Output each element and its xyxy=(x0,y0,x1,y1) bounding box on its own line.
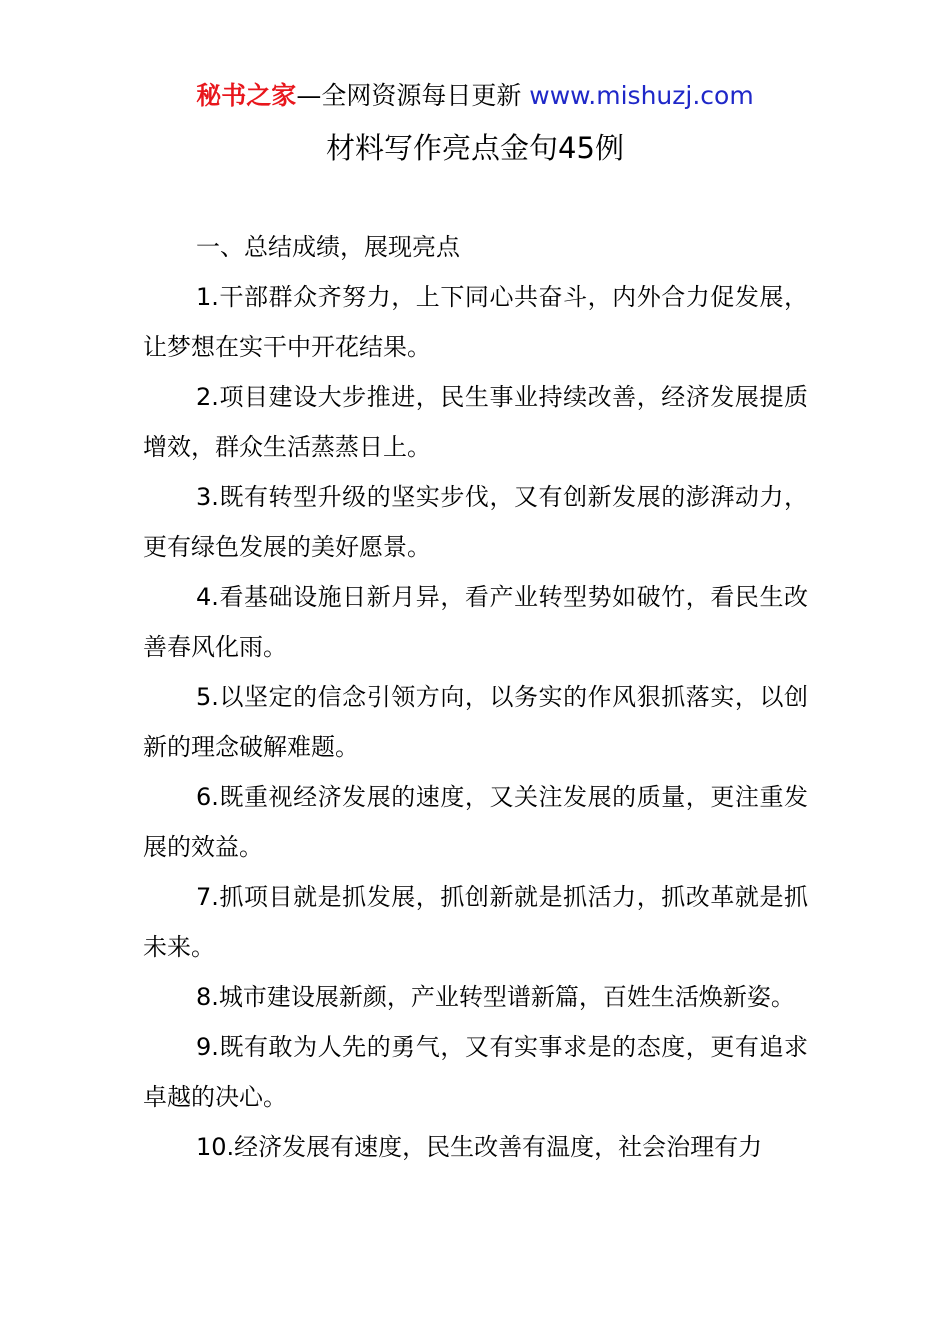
list-item: 6.既重视经济发展的速度，又关注发展的质量，更注重发展的效益。 xyxy=(143,783,808,861)
list-item: 7.抓项目就是抓发展，抓创新就是抓活力，抓改革就是抓未来。 xyxy=(143,883,808,961)
list-item: 3.既有转型升级的坚实步伐，又有创新发展的澎湃动力，更有绿色发展的美好愿景。 xyxy=(143,483,808,561)
list-item: 1.干部群众齐努力，上下同心共奋斗，内外合力促发展，让梦想在实干中开花结果。 xyxy=(143,283,808,361)
brand-name: 秘书之家 xyxy=(196,81,297,110)
website-link[interactable]: www.mishuzj.com xyxy=(529,81,754,110)
section-heading: 一、总结成绩，展现亮点 xyxy=(196,233,460,261)
document-body xyxy=(143,222,808,1172)
list-item: 5.以坚定的信念引领方向，以务实的作风狠抓落实，以创新的理念破解难题。 xyxy=(143,683,808,761)
list-item: 9.既有敢为人先的勇气，又有实事求是的态度，更有追求卓越的决心。 xyxy=(143,1033,808,1111)
header-slogan: —全网资源每日更新 xyxy=(296,81,530,110)
page-header xyxy=(0,80,950,112)
list-item: 8.城市建设展新颜，产业转型谱新篇，百姓生活焕新姿。 xyxy=(196,983,795,1011)
document-title: 材料写作亮点金句45例 xyxy=(326,131,624,165)
list-item: 2.项目建设大步推进，民生事业持续改善，经济发展提质增效，群众生活蒸蒸日上。 xyxy=(143,383,808,461)
list-item: 4.看基础设施日新月异，看产业转型势如破竹，看民生改善春风化雨。 xyxy=(143,583,808,661)
list-item: 10.经济发展有速度，民生改善有温度，社会治理有力 xyxy=(196,1133,763,1161)
